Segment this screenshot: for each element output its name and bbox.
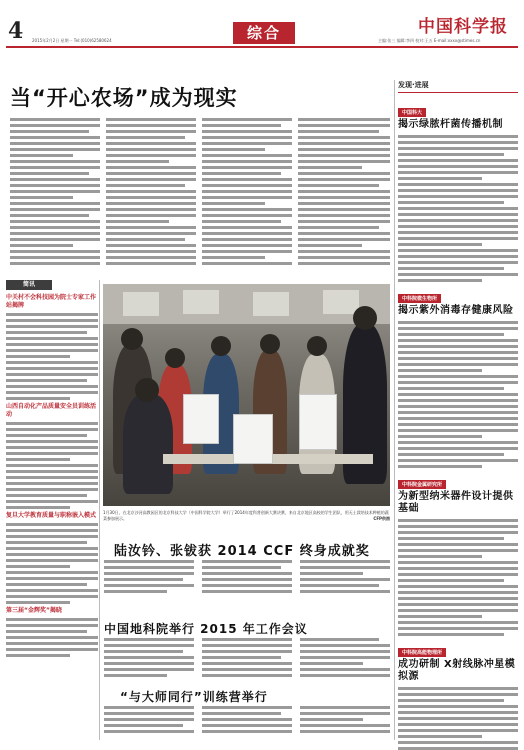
news-title: 第三届“金辉奖”揭晓 (6, 607, 62, 614)
news-photo (103, 284, 390, 506)
main-article-col-1 (10, 118, 100, 278)
photo-caption-text: 1月30日，在北京沙河高教园区的北京科技大学（中国科学院大学）举行了2014年度科普创新大赛决赛，来自北京地区高校的学生团队，用无土栽培技术种植的蔬菜参加展示。 (103, 510, 389, 521)
article-title: 中国地科院举行 2015 年工作会议 (104, 622, 308, 636)
news-title: 山西自动化产品质量安全员训练活动 (6, 403, 97, 418)
photo-caption (103, 510, 390, 522)
institution-tag: 中科院微生物所 (398, 294, 441, 303)
header-right-info: 主编:张三 编辑:李四 校对:王五 E-mail:xxxx@stimes.cn (378, 38, 481, 43)
sidebar-article-title: 为新型纳米器件设计提供基础 (398, 491, 514, 514)
column-divider (394, 80, 395, 740)
article-2-body (104, 638, 390, 682)
main-headline: 当“开心农场”成为现实 (10, 86, 238, 110)
sidebar-article-title: 揭示紫外消毒存健康风险 (398, 305, 514, 316)
article-3-body (104, 706, 390, 746)
main-article-col-3 (202, 118, 292, 278)
institution-tag: 中国科大 (398, 108, 426, 117)
institution-tag: 中科院高能物理所 (398, 648, 446, 657)
article-title: 陆汝钤、张钹获 2014 CCF 终身成就奖 (114, 544, 370, 559)
section-tab: 综合 (233, 22, 295, 44)
institution-tag: 中科院金属研究所 (398, 480, 446, 489)
header-info: 2015年2月2日 星期一 Tel:(010)62580624 (32, 38, 112, 43)
newspaper-logo: 中国科学报 (418, 17, 508, 37)
column-divider (99, 280, 100, 740)
header-rule (6, 46, 518, 48)
main-article-col-2 (106, 118, 196, 278)
article-1-body (104, 560, 390, 600)
left-news-column (6, 280, 98, 660)
sidebar-article-title: 揭示绿脓杆菌传播机制 (398, 119, 503, 130)
news-title: 复旦大学教育质量与职称嵌入模式 (6, 512, 97, 519)
photo-credit: CFP供图 (373, 516, 390, 521)
article-title: “与大师同行”训练营举行 (120, 690, 268, 704)
news-brief-label: 简讯 (6, 280, 52, 290)
news-title: 中关村不会科技园为院士专家工作站揭牌 (6, 294, 97, 309)
page-number: 4 (8, 18, 24, 44)
sidebar-article-title: 成功研制 X射线脉冲星模拟源 (398, 659, 516, 682)
page-header (0, 0, 524, 50)
right-sidebar (398, 80, 518, 750)
main-article-col-4 (298, 118, 390, 278)
sidebar-heading: 发现·进展 (398, 80, 518, 93)
